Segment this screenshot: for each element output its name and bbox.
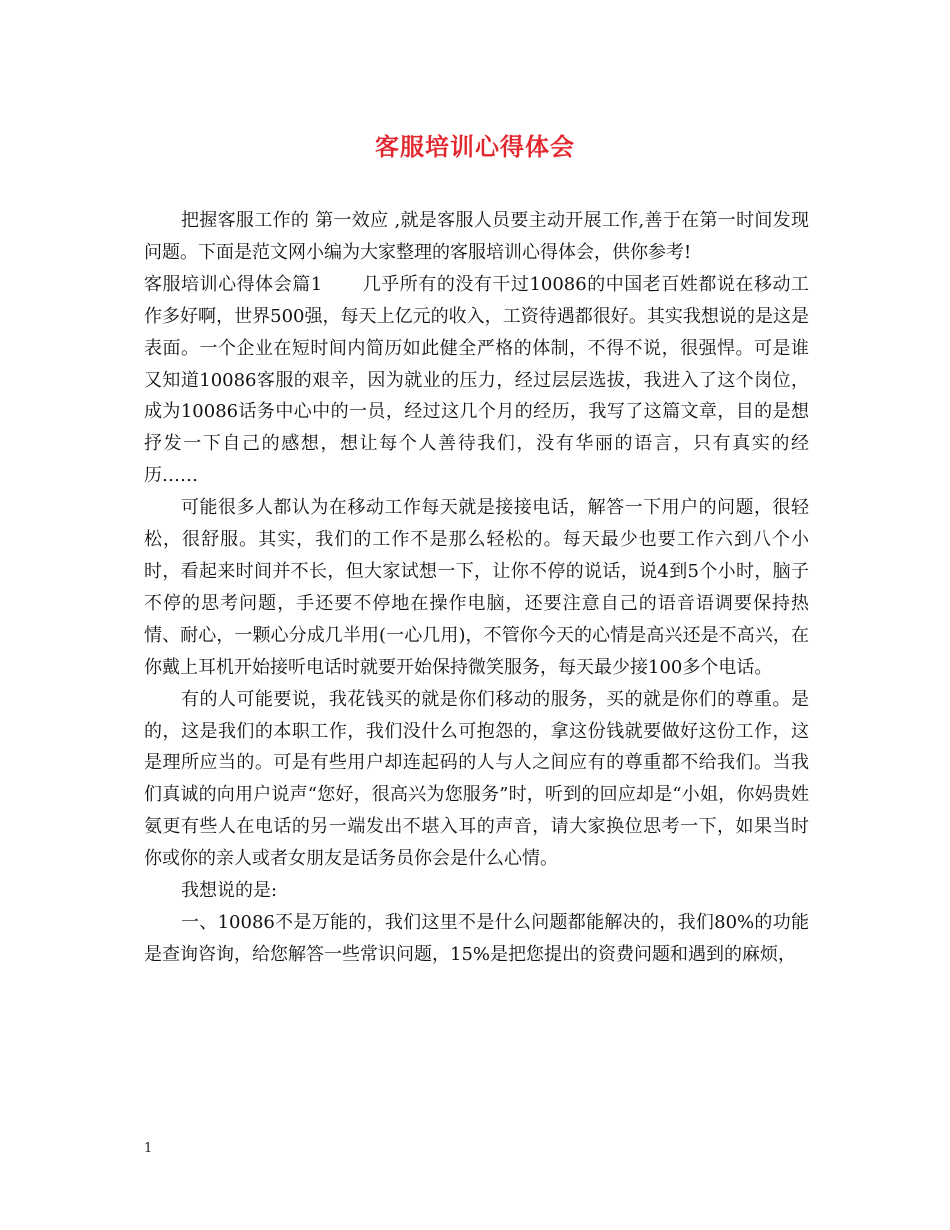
document-title: 客服培训心得体会 <box>375 132 575 161</box>
section-label: 客服培训心得体会篇1 <box>144 273 323 295</box>
intro-paragraph: 把握客服工作的 第一效应 ,就是客服人员要主动开展工作,善于在第一时间发现问题。下面是范文网小编为大家整理的客服培训心得体会，供你参考! <box>144 210 809 263</box>
page-number: 1 <box>144 1141 153 1156</box>
body-paragraph-3: 有的人可能要说，我花钱买的就是你们移动的服务，买的就是你们的尊重。是的，这是我们的本职工作，我们没什么可抱怨的，拿这份钱就要做好这份工作，这是理所应当的。可是有些用户却连起码的人与人之间应有的尊重都不给我们。当我们真诚的向用户说声“您好，很高兴为您服务”时，听到的回应却是“小姐，你妈贵姓氨更有些人在电话的另一端发出不堪入耳的声音，请大家换位思考一下，如果当时你或你的亲人或者女朋友是话务员你会是什么心情。 <box>144 688 809 870</box>
body-paragraph-5: 一、10086不是万能的，我们这里不是什么问题都能解决的，我们80%的功能是查询咨询，给您解答一些常识问题，15%是把您提出的资费问题和遇到的麻烦， <box>144 911 809 965</box>
body-paragraph-2: 可能很多人都认为在移动工作每天就是接接电话，解答一下用户的问题，很轻松，很舒服。其实，我们的工作不是那么轻松的。每天最少也要工作六到八个小时，看起来时间并不长，但大家试想一下，让你不停的说话，说4到5个小时，脑子不停的思考问题，手还要不停地在操作电脑，还要注意自己的语音语调要保持热情、耐心，一颗心分成几半用(一心几用)，不管你今天的心情是高兴还是不高兴，在你戴上耳机开始接听电话时就要开始保持微笑服务，每天最少接100多个电话。 <box>144 497 809 678</box>
document-body <box>144 205 809 971</box>
section-paragraph-1 <box>144 269 809 492</box>
body-paragraph-4: 我想说的是: <box>181 880 278 902</box>
section-1-text: 几乎所有的没有干过10086的中国老百姓都说在移动工作多好啊，世界500强，每天上亿元的收入，工资待遇都很好。其实我想说的是这是表面。一个企业在短时间内简历如此健全严格的体制，不得不说，很强悍。可是谁又知道10086客服的艰辛，因为就业的压力，经过层层选拔，我进入了这个岗位，成为10086话务中心中的一员，经过这几个月的经历，我写了这篇文章，目的是想抒发一下自己的感想，想让每个人善待我们，没有华丽的语言，只有真实的经历…… <box>144 273 810 487</box>
